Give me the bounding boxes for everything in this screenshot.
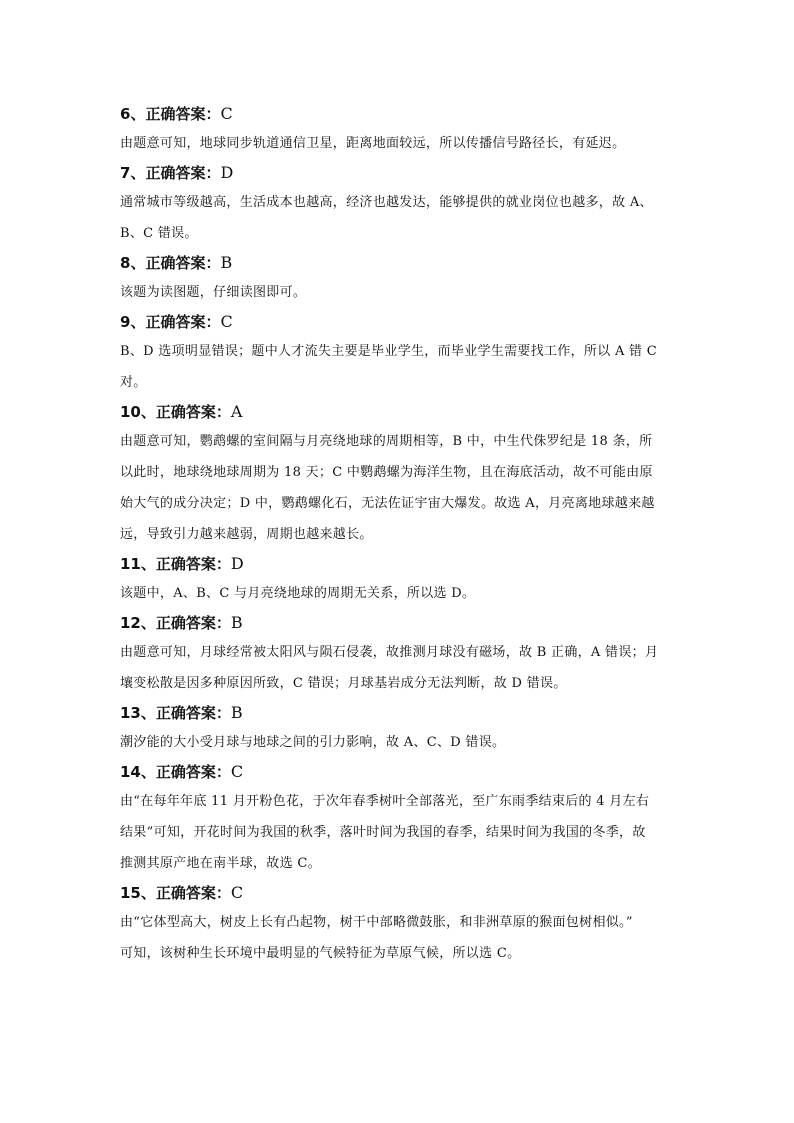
answer-item <box>120 398 680 550</box>
explanation-line: 该题为读图题，仔细读图即可。 <box>120 285 307 300</box>
answer-letter: B <box>230 703 243 722</box>
answer-label: 、正确答案： <box>140 704 231 722</box>
answer-item <box>120 609 680 699</box>
answer-letter: B <box>230 613 243 632</box>
explanation <box>120 727 680 758</box>
question-number: 8 <box>120 254 131 272</box>
answer-heading <box>120 159 680 187</box>
question-number: 12 <box>120 614 141 632</box>
explanation-line: 由“在每年年底 11 月开粉色花，于次年春季树叶全部落光，至广东雨季结束后的 4 月左右 <box>120 794 650 809</box>
explanation <box>120 336 680 398</box>
answer-item <box>120 159 680 249</box>
explanation-line: 由“它体型高大，树皮上长有凸起物，树干中部略微鼓胀，和非洲草原的猴面包树相似。” <box>120 915 633 930</box>
explanation-line: 可知，该树种生长环境中最明显的气候特征为草原气候，所以选 C。 <box>120 946 521 961</box>
explanation-line: 由题意可知，地球同步轨道通信卫星，距离地面较远，所以传播信号路径长，有延迟。 <box>120 136 626 151</box>
answer-letter: C <box>230 883 244 902</box>
question-number: 15 <box>120 884 141 902</box>
answer-item <box>120 249 680 308</box>
answer-heading <box>120 308 680 336</box>
answer-heading <box>120 699 680 727</box>
answer-heading <box>120 758 680 786</box>
answer-letter: D <box>220 163 234 182</box>
explanation-line: 始大气的成分决定；D 中，鹦鹉螺化石，无法佐证宇宙大爆发。故选 A，月亮离地球越来越 <box>120 496 655 511</box>
answer-letter: C <box>230 762 244 781</box>
explanation <box>120 907 680 969</box>
explanation-line: 以此时，地球绕地球周期为 18 天；C 中鹦鹉螺为海洋生物，且在海底活动，故不可能由原 <box>120 465 653 480</box>
explanation-line: 远，导致引力越来越弱，周期也越来越长。 <box>120 527 373 542</box>
answer-label: 、正确答案： <box>140 614 231 632</box>
answer-letter: D <box>230 554 244 573</box>
answer-item <box>120 699 680 758</box>
answer-letter: A <box>230 402 243 421</box>
answer-item <box>120 308 680 398</box>
answer-heading <box>120 550 680 578</box>
explanation-line: 潮汐能的大小受月球与地球之间的引力影响，故 A、C、D 错误。 <box>120 735 506 750</box>
explanation <box>120 128 680 159</box>
explanation-line: 由题意可知，鹦鹉螺的室间隔与月亮绕地球的周期相等，B 中，中生代侏罗纪是 18 条，所 <box>120 434 653 449</box>
answer-item <box>120 879 680 969</box>
question-number: 14 <box>120 763 141 781</box>
explanation <box>120 578 680 609</box>
explanation-line: 该题中，A、B、C 与月亮绕地球的周期无关系，所以选 D。 <box>120 586 476 601</box>
explanation-line: B、D 选项明显错误；题中人才流失主要是毕业学生，而毕业学生需要找工作，所以 A 错 C <box>120 344 658 359</box>
answer-letter: C <box>220 312 233 331</box>
answer-heading <box>120 609 680 637</box>
answer-label: 、正确答案： <box>130 254 221 272</box>
answer-heading <box>120 398 680 426</box>
explanation <box>120 426 680 550</box>
explanation-line: 结果”可知，开花时间为我国的秋季，落叶时间为我国的春季，结果时间为我国的冬季，故 <box>120 825 646 840</box>
explanation-line: 通常城市等级越高，生活成本也越高，经济也越发达，能够提供的就业岗位也越多，故 A、 <box>120 195 653 210</box>
explanation-line: 推测其原产地在南半球，故选 C。 <box>120 856 321 871</box>
explanation-line: 由题意可知，月球经常被太阳风与陨石侵袭，故推测月球没有磁场，故 B 正确，A 错误；月 <box>120 645 659 660</box>
answer-label: 、正确答案： <box>140 884 231 902</box>
answer-label: 、正确答案： <box>130 313 221 331</box>
answer-heading <box>120 249 680 277</box>
explanation <box>120 786 680 879</box>
answer-label: 、正确答案： <box>140 555 231 573</box>
explanation-line: 对。 <box>120 375 147 390</box>
answer-item <box>120 758 680 879</box>
question-number: 10 <box>120 403 141 421</box>
answer-label: 、正确答案： <box>140 403 231 421</box>
question-number: 6 <box>120 105 131 123</box>
explanation-line: 壤变松散是因多种原因所致，C 错误；月球基岩成分无法判断，故 D 错误。 <box>120 676 567 691</box>
explanation-line: B、C 错误。 <box>120 226 198 241</box>
answer-label: 、正确答案： <box>130 105 221 123</box>
answer-key-page <box>120 100 680 969</box>
explanation <box>120 637 680 699</box>
explanation <box>120 187 680 249</box>
question-number: 11 <box>120 555 141 573</box>
answer-heading <box>120 100 680 128</box>
question-number: 9 <box>120 313 131 331</box>
answer-heading <box>120 879 680 907</box>
answer-item <box>120 550 680 609</box>
answer-letter: C <box>220 104 233 123</box>
answer-label: 、正确答案： <box>140 763 231 781</box>
answer-label: 、正确答案： <box>130 164 221 182</box>
question-number: 13 <box>120 704 141 722</box>
question-number: 7 <box>120 164 131 182</box>
explanation <box>120 277 680 308</box>
answer-item <box>120 100 680 159</box>
answer-letter: B <box>220 253 233 272</box>
